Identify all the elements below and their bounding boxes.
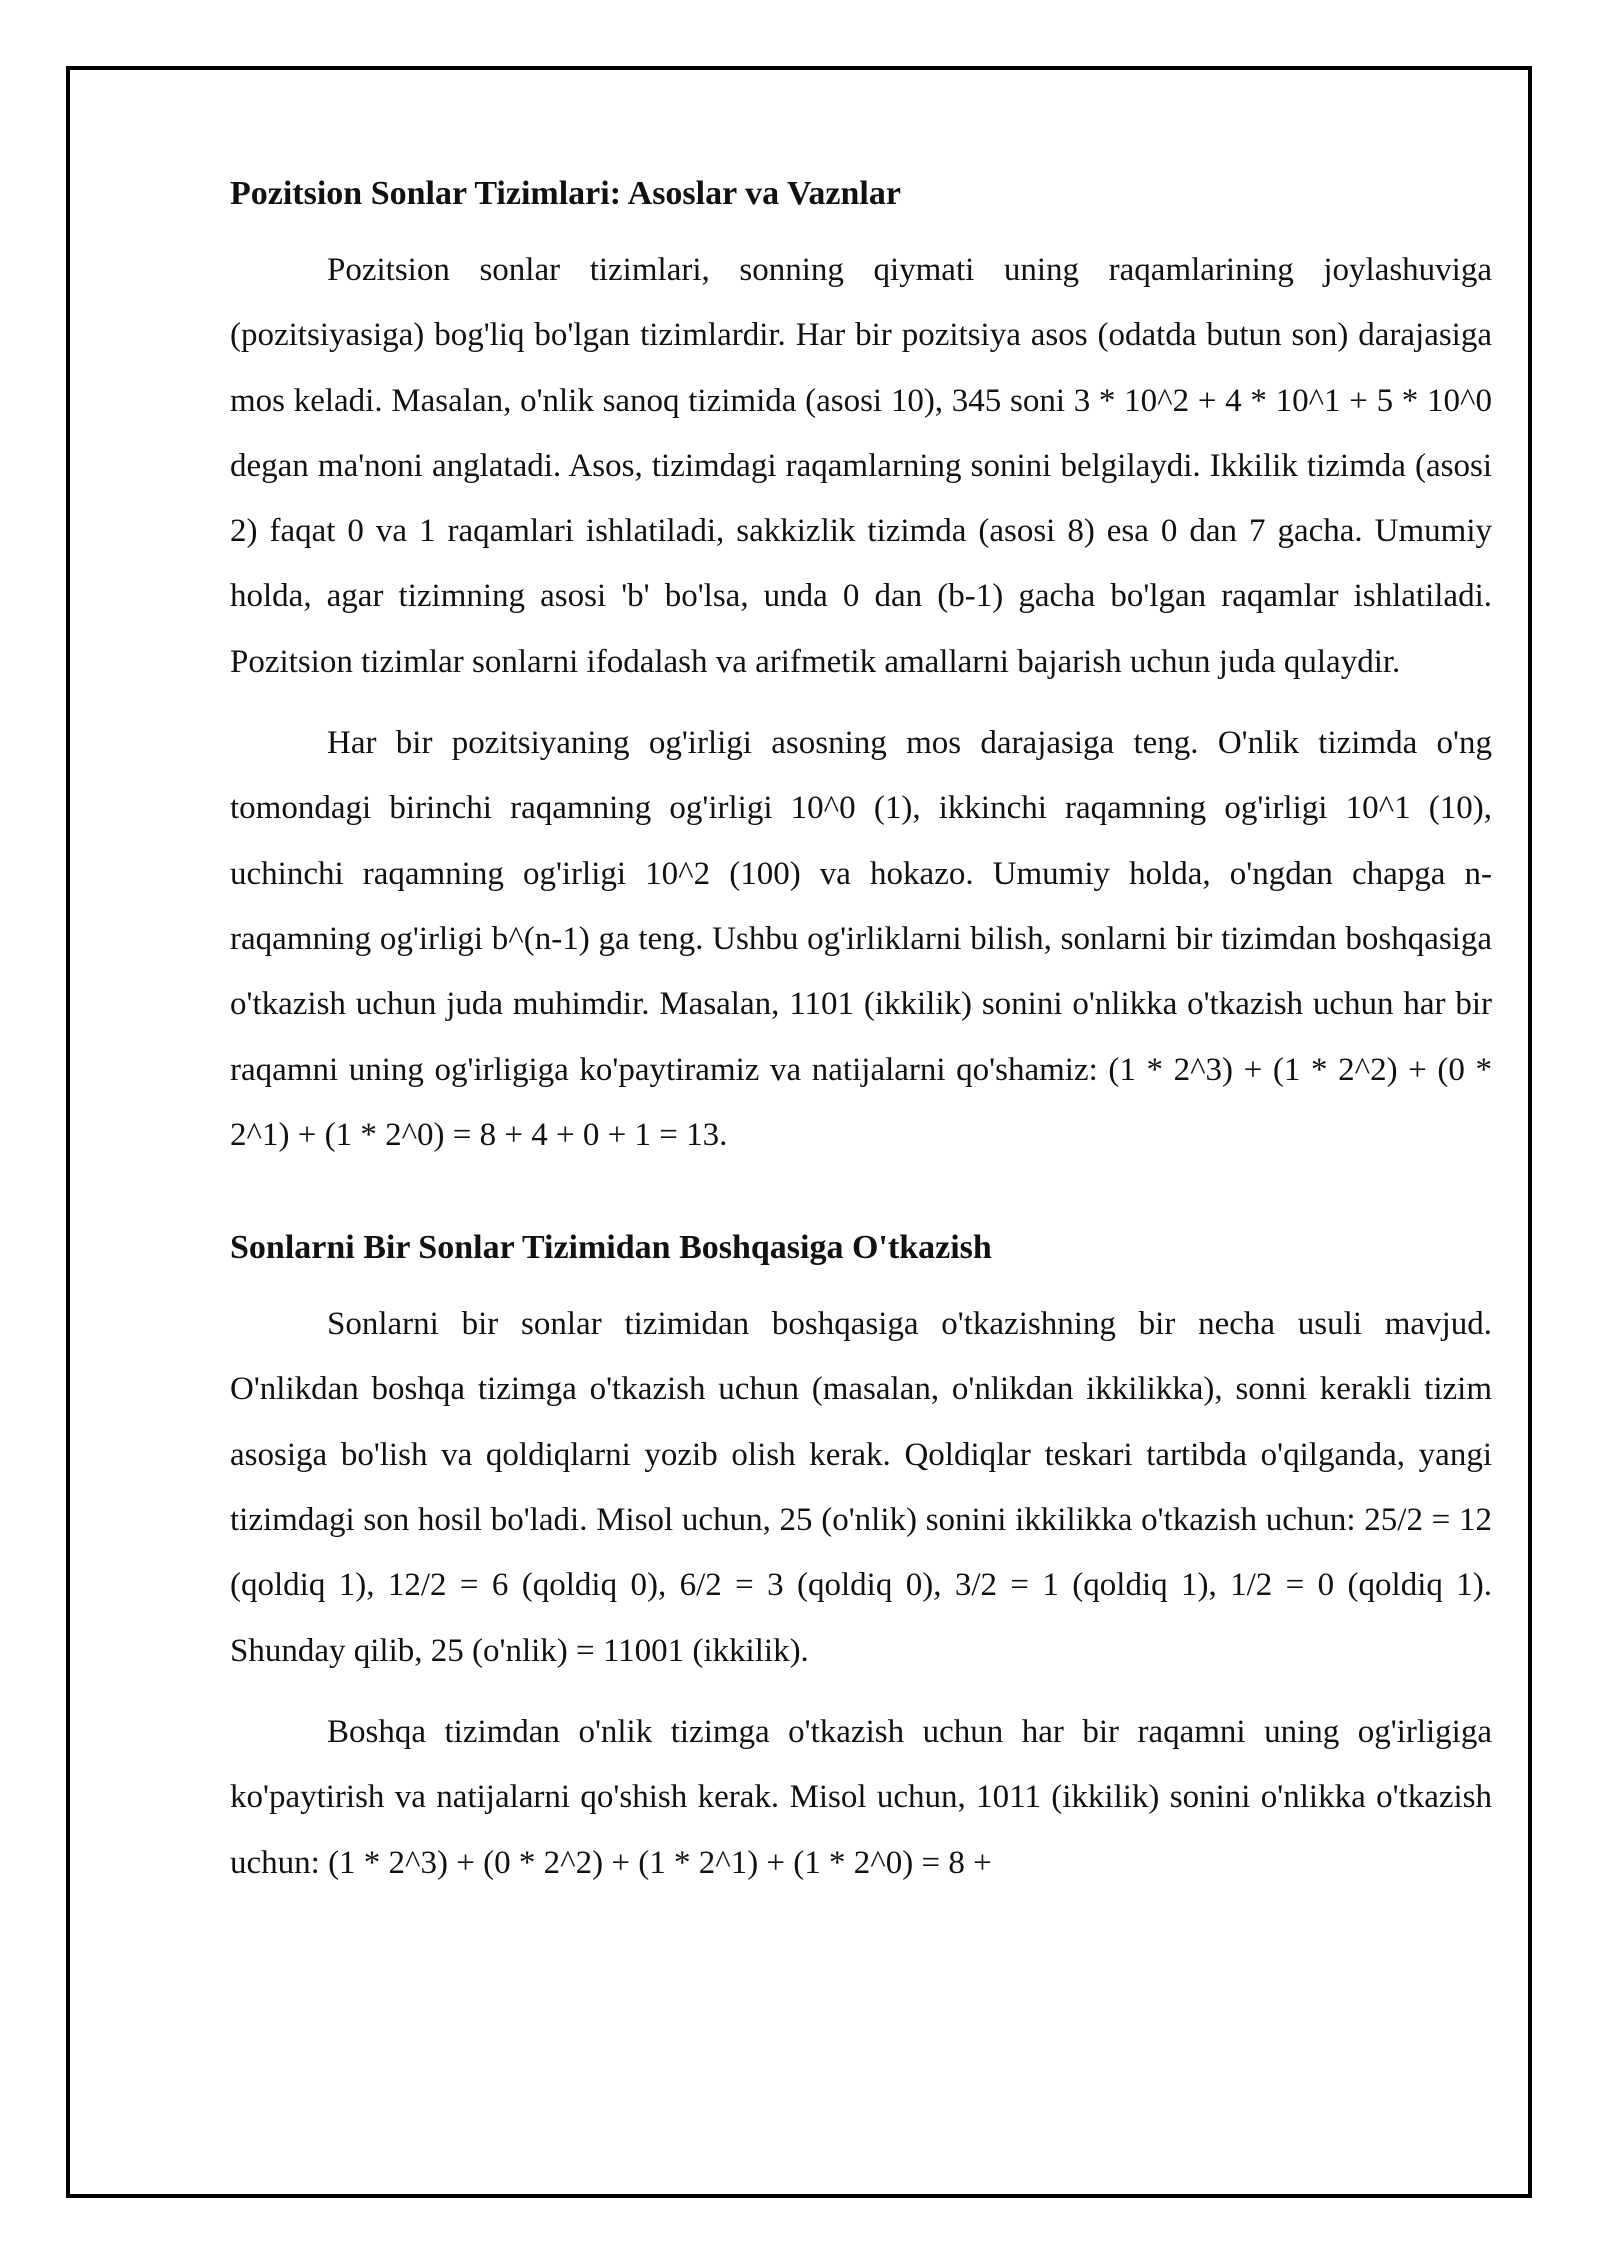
paragraph: Sonlarni bir sonlar tizimidan boshqasiga o'tkazishning bir necha usuli mavjud. O'nlikdan boshqa tizimga o'tkazish uchun (masalan, o'nlikdan ikkilikka), sonni kerakli tizim asosiga bo'lish va qoldiqlarni yozib olish kerak. Qoldiqlar teskari tartibda o'qilganda, yangi tizimdagi son hosil bo'ladi. Misol uchun, 25 (o'nlik) sonini ikkilikka o'tkazish uchun: 25/2 = 12 (qoldiq 1), 12/2 = 6 (qoldiq 0), 6/2 = 3 (qoldiq 0), 3/2 = 1 (qoldiq 1), 1/2 = 0 (qoldiq 1). Shunday qilib, 25 (o'nlik) = 11001 (ikkilik).	[230, 1306, 1492, 1669]
section-spacer	[230, 1184, 1492, 1224]
section-heading: Pozitsion Sonlar Tizimlari: Asoslar va Vaznlar	[230, 175, 901, 212]
paragraph: Har bir pozitsiyaning og'irligi asosning mos darajasiga teng. O'nlik tizimda o'ng tomondagi birinchi raqamning og'irligi 10^0 (1), ikkinchi raqamning og'irligi 10^1 (10), uchinchi raqamning og'irligi 10^2 (100) va hokazo. Umumiy holda, o'ngdan chapga n-raqamning og'irligi b^(n-1) ga teng. Ushbu og'irliklarni bilish, sonlarni bir tizimdan boshqasiga o'tkazish uchun juda muhimdir. Masalan, 1101 (ikkilik) sonini o'nlikka o'tkazish uchun har bir raqamni uning og'irligiga ko'paytiramiz va natijalarni qo'shamiz: (1 * 2^3) + (1 * 2^2) + (0 * 2^1) + (1 * 2^0) = 8 + 4 + 0 + 1 = 13.	[230, 725, 1492, 1153]
paragraph: Boshqa tizimdan o'nlik tizimga o'tkazish uchun har bir raqamni uning og'irligiga ko'paytirish va natijalarni qo'shish kerak. Misol uchun, 1011 (ikkilik) sonini o'nlikka o'tkazish uchun: (1 * 2^3) + (0 * 2^2) + (1 * 2^1) + (1 * 2^0) = 8 +	[230, 1713, 1492, 1881]
document-body	[230, 170, 1492, 1912]
paragraph: Pozitsion sonlar tizimlari, sonning qiymati uning raqamlarining joylashuviga (pozitsiyasiga) bog'liq bo'lgan tizimlardir. Har bir pozitsiya asos (odatda butun son) darajasiga mos keladi. Masalan, o'nlik sanoq tizimida (asosi 10), 345 soni 3 * 10^2 + 4 * 10^1 + 5 * 10^0 degan ma'noni anglatadi. Asos, tizimdagi raqamlarning sonini belgilaydi. Ikkilik tizimda (asosi 2) faqat 0 va 1 raqamlari ishlatiladi, sakkizlik tizimda (asosi 8) esa 0 dan 7 gacha. Umumiy holda, agar tizimning asosi 'b' bo'lsa, unda 0 dan (b-1) gacha bo'lgan raqamlar ishlatiladi. Pozitsion tizimlar sonlarni ifodalash va arifmetik amallarni bajarish uchun juda qulaydir.	[230, 252, 1492, 680]
section-heading: Sonlarni Bir Sonlar Tizimidan Boshqasiga O'tkazish	[230, 1229, 992, 1267]
